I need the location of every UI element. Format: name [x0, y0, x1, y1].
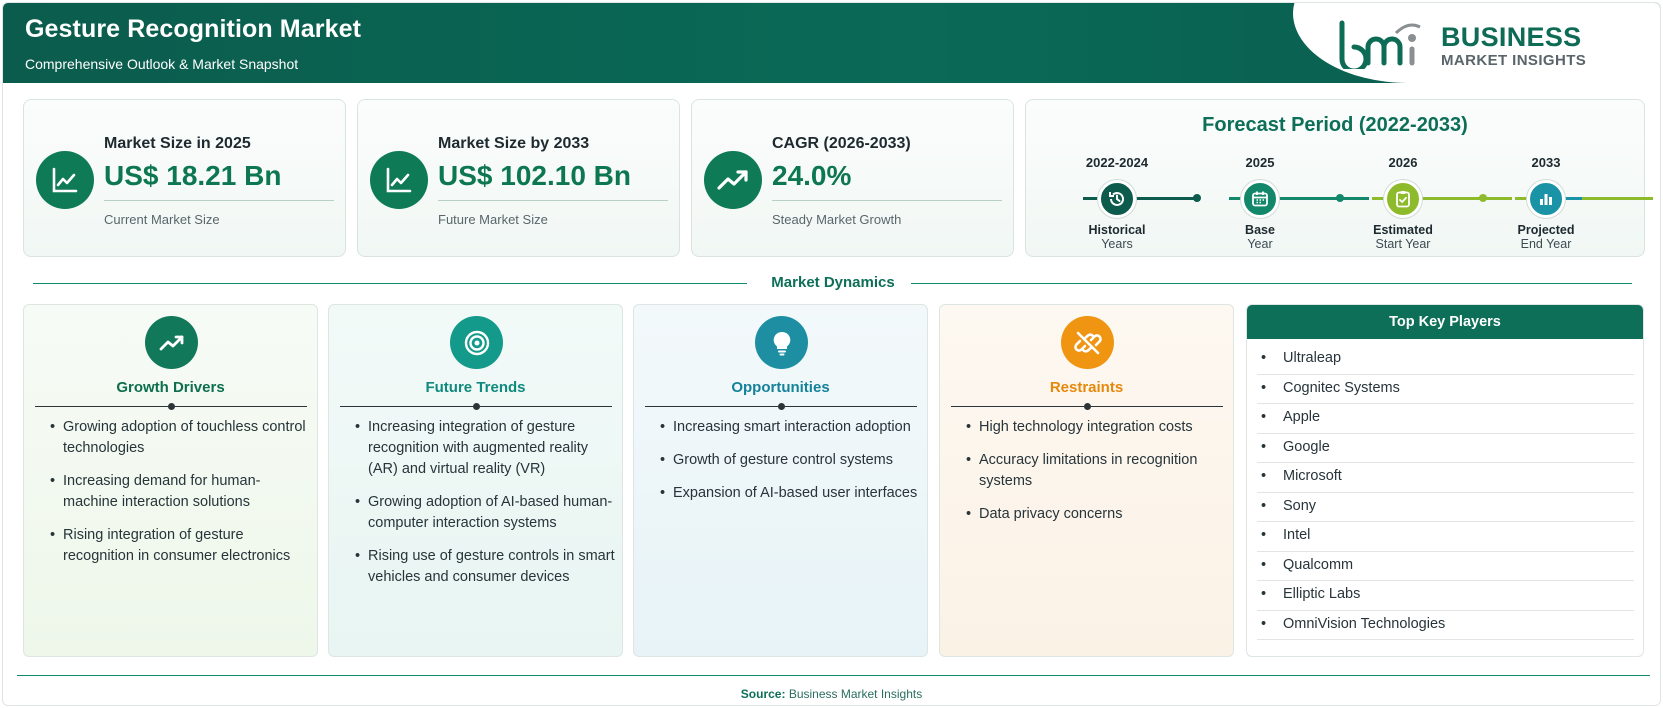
- lightbulb-icon: [755, 316, 808, 369]
- broken-link-icon: [1061, 316, 1114, 369]
- panel-list: [966, 417, 1228, 537]
- timeline-sublabel: Start Year: [1375, 237, 1431, 251]
- page-title: Gesture Recognition Market: [25, 15, 361, 43]
- trend-up-icon: [145, 316, 198, 369]
- source-label: Source:: [740, 687, 786, 701]
- panel-rule-dot: [1084, 403, 1091, 410]
- infographic: [2, 2, 1661, 706]
- key-players-list: [1257, 345, 1634, 640]
- list-item: • Data privacy concerns: [966, 504, 1228, 525]
- bar-chart-icon: [1527, 180, 1565, 218]
- key-player-item: • Qualcomm: [1257, 552, 1634, 582]
- trend-up-icon: [704, 151, 762, 209]
- key-players-panel: [1246, 304, 1644, 657]
- stat-card-market-size-2033: [357, 99, 680, 257]
- list-item: • Accuracy limitations in recognition systems: [966, 450, 1228, 492]
- section-divider-right: [911, 283, 1632, 284]
- timeline-label: Historical: [1088, 223, 1146, 237]
- key-player-item: • Intel: [1257, 522, 1634, 552]
- timeline-label: Estimated: [1373, 223, 1433, 237]
- line-chart-icon: [36, 151, 94, 209]
- bmi-logo-mark: [1338, 19, 1428, 69]
- key-player-item: • Apple: [1257, 404, 1634, 434]
- panel-list: [660, 417, 922, 516]
- timeline-dot: [1479, 194, 1487, 202]
- logo-text-business: BUSINESS: [1441, 22, 1582, 52]
- list-item: • High technology integration costs: [966, 417, 1228, 438]
- stat-label: Market Size by 2033: [438, 135, 590, 152]
- timeline-year: 2033: [1531, 155, 1561, 170]
- stat-label: CAGR (2026-2033): [772, 135, 911, 152]
- stat-value: 24.0%: [772, 160, 852, 191]
- footer-divider: [17, 675, 1650, 676]
- key-player-item: • Cognitec Systems: [1257, 375, 1634, 405]
- panel-list: [50, 417, 312, 579]
- timeline-sublabel: Years: [1101, 237, 1133, 251]
- timeline-year: 2025: [1245, 155, 1275, 170]
- stat-divider: [104, 200, 334, 201]
- list-item: • Expansion of AI-based user interfaces: [660, 483, 922, 504]
- stat-value: US$ 18.21 Bn: [104, 160, 282, 191]
- list-item: • Increasing demand for human-machine interaction solutions: [50, 471, 312, 513]
- line-chart-icon: [370, 151, 428, 209]
- panel-title: Growth Drivers: [116, 379, 225, 396]
- forecast-title: Forecast Period (2022-2033): [1202, 114, 1468, 136]
- timeline-year: 2026: [1388, 155, 1418, 170]
- timeline-dot: [1193, 194, 1201, 202]
- key-player-item: • Microsoft: [1257, 463, 1634, 493]
- panel-list: [355, 417, 617, 600]
- page-subtitle: Comprehensive Outlook & Market Snapshot: [25, 56, 299, 72]
- list-item: • Growth of gesture control systems: [660, 450, 922, 471]
- key-player-item: • Google: [1257, 434, 1634, 464]
- timeline-label: Projected: [1517, 223, 1575, 237]
- logo-text-market-insights: MARKET INSIGHTS: [1441, 52, 1587, 69]
- panel-title: Restraints: [1049, 379, 1124, 396]
- timeline-sublabel: Year: [1247, 237, 1273, 251]
- panel-opportunities: [633, 304, 928, 657]
- list-item: • Increasing integration of gesture recognition with augmented reality (AR) and virtual reality (VR): [355, 417, 617, 480]
- section-divider-left: [33, 283, 747, 284]
- panel-title: Future Trends: [425, 379, 526, 396]
- list-item: • Growing adoption of AI-based human-computer interaction systems: [355, 492, 617, 534]
- list-item: • Rising use of gesture controls in smart vehicles and consumer devices: [355, 546, 617, 588]
- forecast-card: [1025, 99, 1645, 257]
- panel-rule-dot: [778, 403, 785, 410]
- stat-value: US$ 102.10 Bn: [438, 160, 631, 191]
- header-banner: [3, 3, 1661, 83]
- panel-growth-drivers: [23, 304, 318, 657]
- source-value: Business Market Insights: [788, 687, 923, 701]
- panel-title: Opportunities: [731, 379, 830, 396]
- timeline-label: Base: [1245, 223, 1275, 237]
- stat-note: Steady Market Growth: [772, 212, 902, 227]
- list-item: • Increasing smart interaction adoption: [660, 417, 922, 438]
- source-line: [3, 687, 1660, 701]
- panel-rule-dot: [168, 403, 175, 410]
- timeline-dot: [1336, 194, 1344, 202]
- timeline-sublabel: End Year: [1520, 237, 1572, 251]
- history-icon: [1098, 180, 1136, 218]
- key-player-item: • Elliptic Labs: [1257, 581, 1634, 611]
- key-player-item: • Ultraleap: [1257, 345, 1634, 375]
- timeline-year: 2022-2024: [1085, 155, 1149, 170]
- section-title-market-dynamics: Market Dynamics: [771, 274, 895, 291]
- key-player-item: • Sony: [1257, 493, 1634, 523]
- list-item: • Growing adoption of touchless control technologies: [50, 417, 312, 459]
- stat-note: Future Market Size: [438, 212, 548, 227]
- stat-divider: [772, 200, 1002, 201]
- panel-future-trends: [328, 304, 623, 657]
- target-icon: [450, 316, 503, 369]
- list-item: • Rising integration of gesture recognition in consumer electronics: [50, 525, 312, 567]
- stat-divider: [438, 200, 668, 201]
- stat-card-market-size-2025: [23, 99, 346, 257]
- stat-card-cagr: [691, 99, 1014, 257]
- calendar-icon: [1241, 180, 1279, 218]
- key-players-title: Top Key Players: [1247, 305, 1643, 339]
- clipboard-check-icon: [1384, 180, 1422, 218]
- stat-note: Current Market Size: [104, 212, 220, 227]
- stat-label: Market Size in 2025: [104, 135, 251, 152]
- panel-restraints: [939, 304, 1234, 657]
- panel-rule-dot: [473, 403, 480, 410]
- key-player-item: • OmniVision Technologies: [1257, 611, 1634, 641]
